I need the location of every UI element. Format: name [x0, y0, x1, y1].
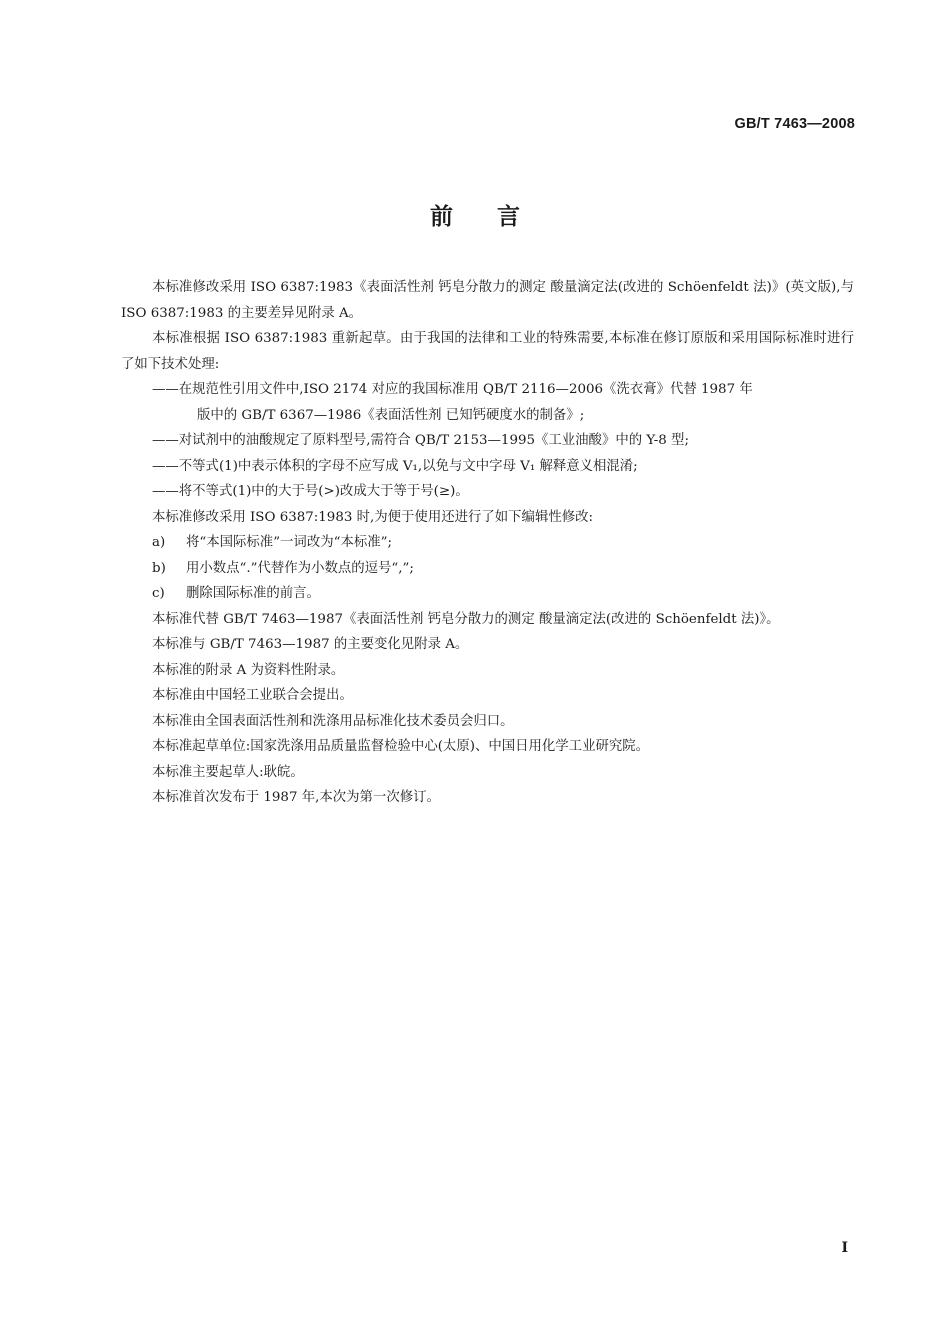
- paragraph-replaces: 本标准代替 GB/T 7463—1987《表面活性剂 钙皂分散力的测定 酸量滴定法(改进的 Schöenfeldt 法)》。: [152, 611, 780, 627]
- document-body: [121, 275, 854, 811]
- paragraph-adoption: 本标准修改采用 ISO 6387:1983《表面活性剂 钙皂分散力的测定 酸量滴定法(改进的 Schöenfeldt 法)》(英文版),与 ISO 6387:1983 的主要差异见附录 A。: [121, 280, 854, 321]
- paragraph-drafting-units: 本标准起草单位:国家洗涤用品质量监督检验中心(太原)、中国日用化学工业研究院。: [152, 739, 650, 754]
- page-title: 前言: [430, 204, 564, 230]
- technical-change-1-line2: 版中的 GB/T 6367—1986《表面活性剂 已知钙硬度水的制备》;: [197, 407, 585, 423]
- item-text: 删除国际标准的前言。: [186, 586, 320, 601]
- editorial-item-c: [121, 581, 854, 607]
- paragraph-changes: 本标准与 GB/T 7463—1987 的主要变化见附录 A。: [152, 637, 469, 652]
- item-text: 将“本国际标准”一词改为“本标准”;: [186, 535, 392, 550]
- paragraph-drafters: 本标准主要起草人:耿皖。: [152, 764, 304, 780]
- item-label: c): [152, 586, 165, 601]
- technical-change-2: ——对试剂中的油酸规定了原料型号,需符合 QB/T 2153—1995《工业油酸》中的 Y-8 型;: [152, 433, 689, 448]
- technical-change-1-line1: ——在规范性引用文件中,ISO 2174 对应的我国标准用 QB/T 2116—2006《洗衣膏》代替 1987 年: [152, 382, 753, 397]
- paragraph-centralized-by: 本标准由全国表面活性剂和洗涤用品标准化技术委员会归口。: [152, 713, 514, 729]
- editorial-item-a: [121, 530, 854, 556]
- technical-change-3: ——不等式(1)中表示体积的字母不应写成 V₁,以免与文中字母 V₁ 解释意义相混淆;: [152, 458, 638, 474]
- paragraph-proposed-by: 本标准由中国轻工业联合会提出。: [152, 688, 353, 703]
- technical-change-4: ——将不等式(1)中的大于号(>)改成大于等于号(≥)。: [152, 484, 469, 499]
- technical-change-1: [121, 377, 854, 428]
- standard-number: GB/T 7463—2008: [734, 116, 855, 132]
- item-label: b): [152, 560, 166, 576]
- editorial-item-b: [121, 556, 854, 582]
- paragraph-editorial-intro: 本标准修改采用 ISO 6387:1983 时,为便于使用还进行了如下编辑性修改:: [152, 509, 594, 525]
- paragraph-history: 本标准首次发布于 1987 年,本次为第一次修订。: [152, 790, 440, 805]
- page-number: I: [841, 1240, 848, 1256]
- item-label: a): [152, 535, 166, 550]
- item-text: 用小数点“.”代替作为小数点的逗号“,”;: [186, 560, 414, 576]
- paragraph-annex: 本标准的附录 A 为资料性附录。: [152, 662, 345, 678]
- paragraph-drafting-basis: 本标准根据 ISO 6387:1983 重新起草。由于我国的法律和工业的特殊需要,本标准在修订原版和采用国际标准时进行了如下技术处理:: [121, 331, 854, 372]
